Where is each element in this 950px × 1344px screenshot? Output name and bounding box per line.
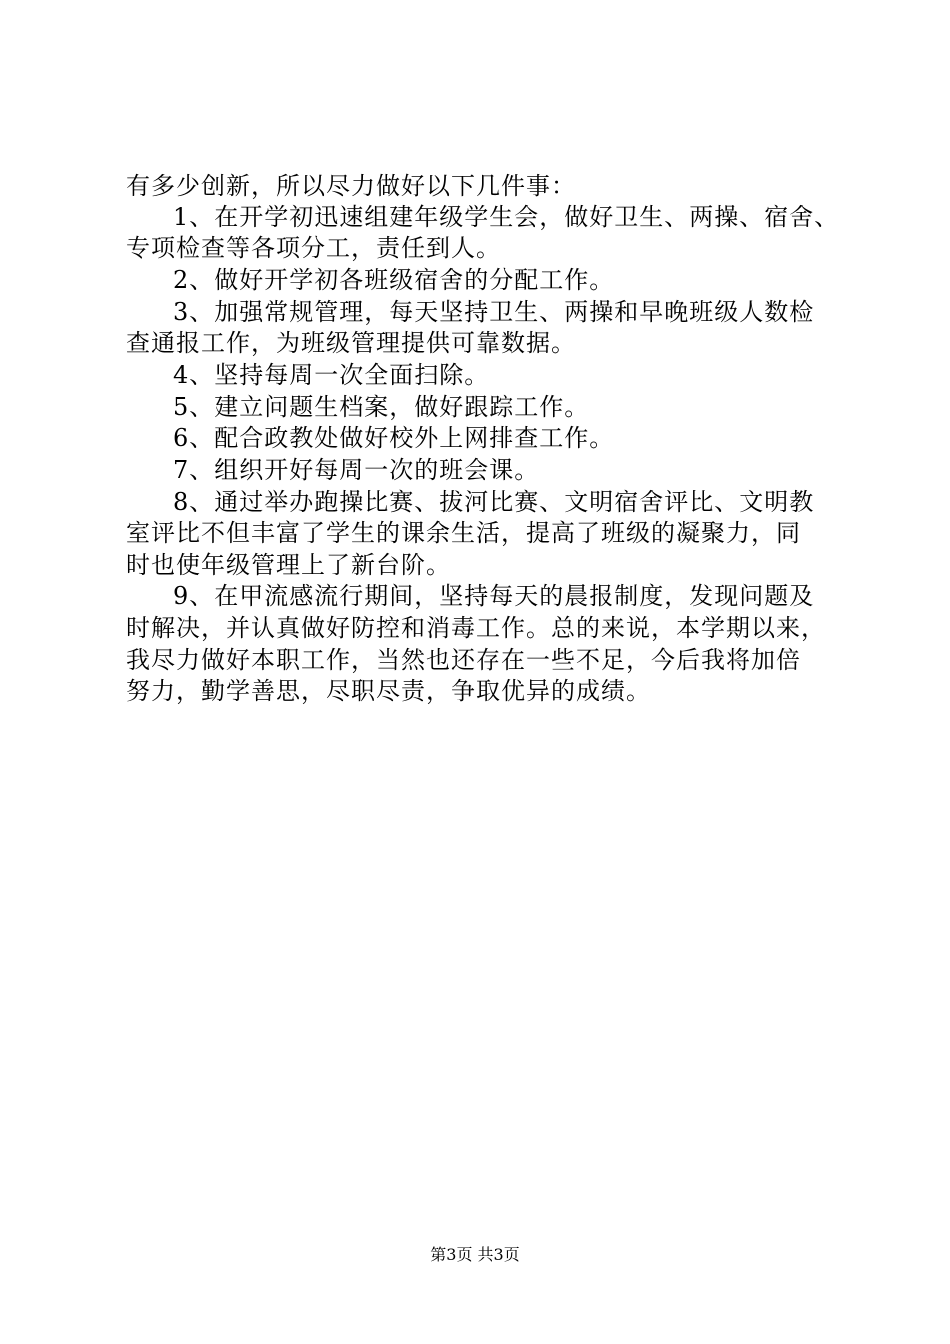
paragraph-line: 时解决，并认真做好防控和消毒工作。总的来说，本学期以来， <box>126 614 826 642</box>
paragraph-line: 7、组织开好每周一次的班会课。 <box>173 456 540 484</box>
paragraph-line: 4、坚持每周一次全面扫除。 <box>173 361 490 389</box>
paragraph-line: 9、在甲流感流行期间，坚持每天的晨报制度，发现问题及 <box>173 582 815 610</box>
paragraph-line: 1、在开学初迅速组建年级学生会，做好卫生、两操、宿舍、 <box>173 203 840 231</box>
paragraph-line: 时也使年级管理上了新台阶。 <box>126 551 451 579</box>
paragraph-line: 2、做好开学初各班级宿舍的分配工作。 <box>173 266 615 294</box>
paragraph-line: 我尽力做好本职工作，当然也还存在一些不足，今后我将加倍 <box>126 646 801 674</box>
paragraph-line: 室评比不但丰富了学生的课余生活，提高了班级的凝聚力，同 <box>126 519 801 547</box>
paragraph-line: 专项检查等各项分工，责任到人。 <box>126 234 501 262</box>
paragraph-line: 努力，勤学善思，尽职尽责，争取优异的成绩。 <box>126 677 651 705</box>
paragraph-line: 8、通过举办跑操比赛、拔河比赛、文明宿舍评比、文明教 <box>173 488 815 516</box>
paragraph-line: 5、建立问题生档案，做好跟踪工作。 <box>173 393 590 421</box>
paragraph-line: 6、配合政教处做好校外上网排查工作。 <box>173 424 615 452</box>
page-number-footer: 第3页 共3页 <box>430 1245 520 1264</box>
paragraph-line: 有多少创新，所以尽力做好以下几件事： <box>126 172 576 200</box>
paragraph-line: 3、加强常规管理，每天坚持卫生、两操和早晚班级人数检 <box>173 298 815 326</box>
paragraph-line: 查通报工作，为班级管理提供可靠数据。 <box>126 329 576 357</box>
